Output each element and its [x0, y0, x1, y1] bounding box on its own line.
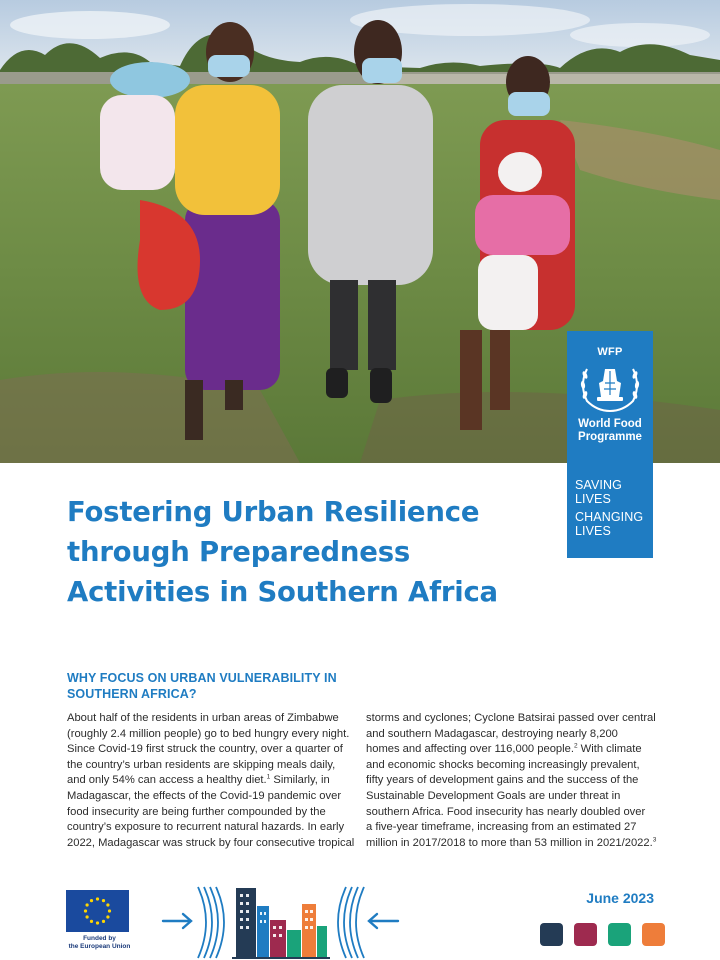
eu-funding-logo — [62, 890, 137, 951]
body-column-left — [67, 711, 357, 851]
body-text: Similarly, in — [270, 774, 330, 787]
body-text: million in 2017/2018 to more than 53 million in 2021/2022. — [366, 836, 653, 849]
slogan-line: CHANGING — [575, 510, 644, 524]
slogan-line: LIVES — [575, 491, 611, 506]
wfp-emblem-icon — [575, 361, 645, 413]
body-text: homes and affecting over 116,000 people. — [366, 743, 574, 756]
body-line: fifty years of development gains and the success of the — [366, 774, 639, 787]
footnote-marker: 1 — [266, 773, 271, 781]
body-line — [366, 742, 658, 758]
body-text: With climate — [577, 743, 642, 756]
wfp-name-line-1: World Food — [578, 418, 642, 430]
urban-resilience-city-icon — [160, 884, 402, 960]
body-line: country’s exposure to recurrent natural hazards. In early — [67, 821, 345, 834]
body-line: 2022, Madagascar was struck by four consecutive tropical — [67, 836, 355, 849]
section-heading: WHY FOCUS ON URBAN VULNERABILITY IN SOUTHERN AFRICA? — [67, 671, 337, 701]
wfp-slogan — [575, 479, 651, 538]
body-line: food insecurity are being further compounded by the — [67, 805, 326, 818]
eu-flag-icon — [66, 890, 129, 932]
body-line: About half of the residents in urban areas of Zimbabwe — [67, 712, 339, 724]
wfp-banner — [567, 331, 653, 558]
page-title — [67, 492, 562, 612]
body-line: Madagascar, the effects of the Covid-19 pandemic over — [67, 789, 342, 802]
footnote-marker: 2 — [573, 742, 578, 750]
wfp-name-line-2: Programme — [578, 431, 642, 443]
body-line: Sustainable Development Goals are under threat in — [366, 789, 621, 802]
footnote-marker: 3 — [652, 836, 657, 844]
body-line: (roughly 2.4 million people) go to bed hungry every night. — [67, 727, 350, 740]
wfp-name — [567, 418, 653, 444]
title-line: Fostering Urban Resilience — [67, 496, 480, 528]
body-line: the country’s urban residents are skipping meals daily, — [67, 758, 336, 771]
title-line: through Preparedness — [67, 536, 411, 568]
body-line: Since Covid-19 first struck the country, over a quarter of — [67, 743, 343, 756]
publication-date: June 2023 — [586, 890, 654, 906]
slogan-line: LIVES — [575, 523, 611, 538]
body-line: storms and cyclones; Cyclone Batsirai passed over central — [366, 712, 656, 724]
color-swatch — [574, 923, 597, 946]
color-swatch — [540, 923, 563, 946]
title-line: Activities in Southern Africa — [67, 576, 498, 608]
body-line — [366, 836, 658, 852]
body-text: and only 54% can access a healthy diet. — [67, 774, 267, 787]
body-line — [67, 773, 357, 789]
eu-text-line: Funded by — [83, 935, 116, 942]
body-line: a five-year timeframe, increasing from an estimated 27 — [366, 821, 637, 834]
color-swatch — [642, 923, 665, 946]
body-line: southern Africa. Food insecurity has nearly doubled over — [366, 805, 646, 818]
color-swatches — [540, 923, 665, 946]
color-swatch — [608, 923, 631, 946]
body-column-right — [366, 711, 658, 851]
eu-funding-text — [62, 935, 137, 951]
wfp-acronym: WFP — [597, 346, 623, 358]
eu-text-line: the European Union — [68, 943, 131, 950]
slogan-line: SAVING — [575, 478, 622, 492]
body-line: and southern Madagascar, destroying nearly 8,200 — [366, 727, 618, 740]
body-line: and economic shocks becoming increasingly prevalent, — [366, 758, 640, 771]
